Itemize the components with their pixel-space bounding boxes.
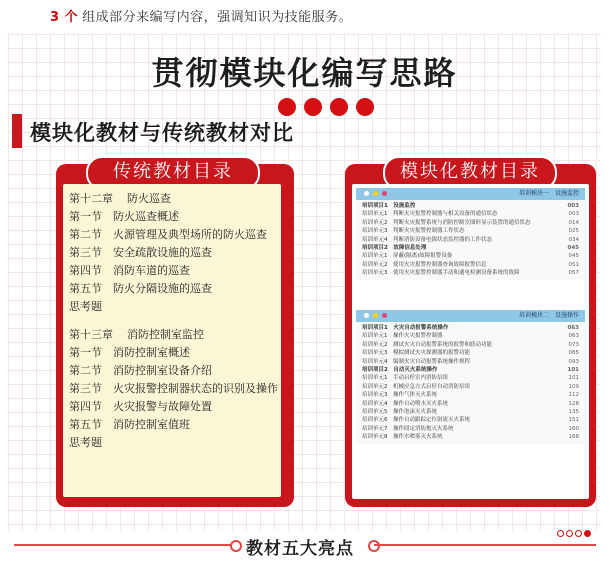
toc-entry: 培训单元1 屏蔽(隔离)故障报警设备 045 [362, 253, 579, 260]
module-2-header [356, 310, 585, 322]
toc-entry: 培训单元3 模拟测试火灾探测器的报警功能 085 [362, 350, 579, 357]
intro-sentence: 组成部分来编写内容，强调知识为技能服务。 [82, 10, 353, 25]
toc-entry: 培训单元1 判断火灾报警控制器与相关设备的通信状态 003 [362, 211, 579, 218]
toc-entry: 培训项目2 自动灭火系统操作 101 [362, 367, 579, 374]
toc-entry: 培训单元2 测试火灾自动报警系统的报警和联动功能 073 [362, 341, 579, 348]
chapter-13-row: 第十三章 消防控制室监控 [69, 328, 204, 341]
toc-entry: 培训单元2 判断火灾报警系统与消防控制室图形显示装置的通信状态 014 [362, 219, 579, 226]
toc-entry: 培训单元2 使用火灾报警控制器查询故障报警信息 051 [362, 261, 579, 268]
review-row: 思考题 [69, 436, 102, 449]
module-2-block [356, 310, 585, 444]
toc-entry: 培训单元4 编制火灾自动报警系统操作规程 093 [362, 358, 579, 365]
toc-entry: 培训单元8 操作水喷雾灭火系统 168 [362, 434, 579, 441]
toc-entry: 培训单元1 手动启停室内消防泵组 101 [362, 375, 579, 382]
footer-heading [0, 532, 609, 568]
content-area [8, 34, 601, 530]
section-row: 第一节 消防控制室概述 [69, 346, 190, 359]
section-row: 第二节 消防控制室设备介绍 [69, 364, 212, 377]
traditional-toc-tab: 传统教材目录 [86, 156, 260, 190]
traditional-toc-panel [56, 161, 294, 507]
toc-entry: 培训单元6 操作自动跟踪定位射流灭火系统 151 [362, 417, 579, 424]
toc-entry: 培训单元4 操作自动喷水灭火系统 128 [362, 400, 579, 407]
review-row: 思考题 [69, 300, 102, 313]
footer-ring-left [230, 540, 242, 552]
chapter-12-row: 第十二章 防火巡查 [69, 192, 171, 205]
section-row: 第三节 安全疏散设施的巡查 [69, 246, 212, 259]
page-title: 贯彻模块化编写思路 [151, 54, 458, 92]
toc-entry: 培训项目1 设施监控 003 [362, 203, 579, 209]
module-1-block [356, 188, 585, 280]
module-2-label: 培训模块二 设施操作 [518, 312, 579, 319]
decorative-dots [278, 98, 374, 116]
footer-ring-right [368, 540, 380, 552]
intro-text [50, 6, 352, 25]
toc-entry: 培训项目1 火灾自动报警系统操作 063 [362, 325, 579, 331]
section-row: 第二节 火源管理及典型场所的防火巡查 [69, 228, 267, 241]
section-row: 第一节 防火巡查概述 [69, 210, 179, 223]
intro-number: 3 个 [50, 10, 79, 25]
footer-line-left [14, 544, 234, 546]
footer-line-right [374, 544, 596, 546]
module-2-rows [356, 322, 585, 444]
modular-toc-panel [345, 161, 596, 507]
toc-entry: 培训单元3 判断火灾报警控制器工作状态 025 [362, 228, 579, 235]
modular-toc-page [352, 184, 589, 499]
toc-entry: 培训单元3 操作气体灭火系统 112 [362, 392, 579, 399]
module-1-rows [356, 200, 585, 280]
footer-title: 教材五大亮点 [246, 539, 354, 559]
toc-entry: 培训单元1 操作火灾报警控制器 063 [362, 333, 579, 340]
section-row: 第四节 消防车道的巡查 [69, 264, 190, 277]
traditional-toc-page [63, 184, 281, 497]
subheading: 模块化教材与传统教材对比 [30, 121, 294, 145]
toc-entry: 培训单元7 操作固定消防炮灭火系统 160 [362, 425, 579, 432]
subheading-accent-bar [12, 114, 22, 148]
modular-toc-tab: 模块化教材目录 [383, 156, 557, 190]
toc-entry: 培训单元4 判断消防设备电源状态监控器的工作状态 034 [362, 236, 579, 243]
module-1-label: 培训模块一 设施监控 [518, 190, 579, 197]
section-row: 第四节 火灾报警与故障处置 [69, 400, 212, 413]
section-row: 第五节 防火分隔设施的巡查 [69, 282, 212, 295]
intro-line [0, 0, 609, 34]
section-row: 第五节 消防控制室值班 [69, 418, 190, 431]
toc-entry: 培训项目2 故障信息处理 045 [362, 245, 579, 252]
toc-entry: 培训单元5 操作泡沫灭火系统 135 [362, 409, 579, 416]
toc-entry: 培训单元2 机械应急方式启停自动消防泵组 109 [362, 383, 579, 390]
traditional-toc-list [69, 190, 278, 452]
toc-entry: 培训单元3 使用火灾报警控制器手动和通电检测设备系统的故障 057 [362, 270, 579, 277]
module-1-header [356, 188, 585, 200]
section-row: 第三节 火灾报警控制器状态的识别及操作 [69, 382, 278, 395]
